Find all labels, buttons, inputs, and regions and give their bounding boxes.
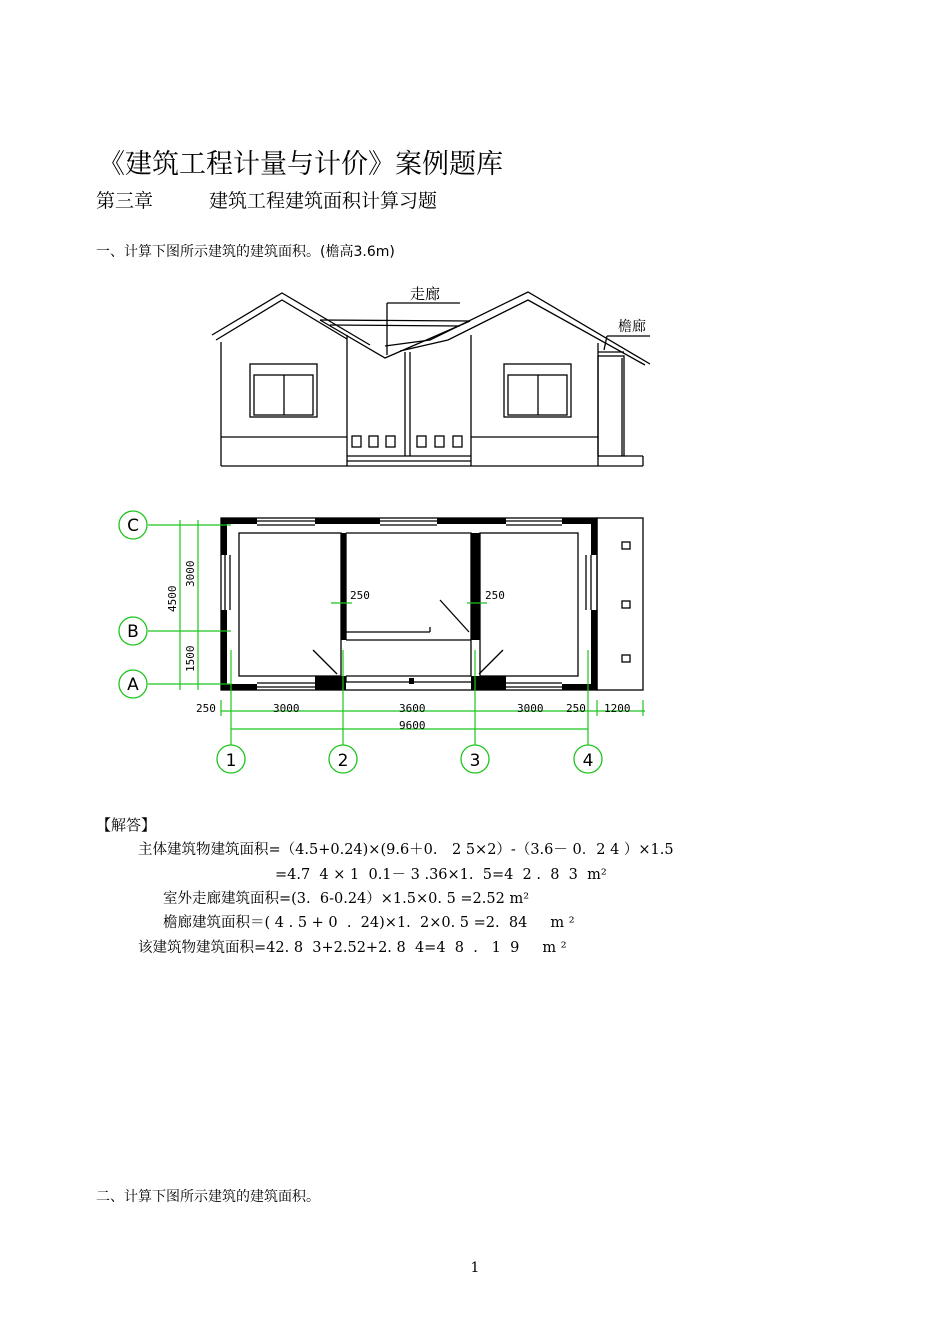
page-title: 《建筑工程计量与计价》案例题库 — [98, 149, 503, 180]
eaves-corridor-label: 檐廊 — [618, 319, 646, 335]
calc-line-4: 檐廊建筑面积＝( 4 . 5 + 0 . 24)×1. 2×0. 5 =2. 84 m ² — [163, 915, 575, 931]
corridor-label: 走廊 — [410, 285, 441, 303]
answer-header: 【解答】 — [96, 816, 157, 834]
calc-line-2: =4.7 4 × 1 0.1－ 3 .36×1. 5=4 2 . 8 3 m² — [275, 867, 607, 883]
question-1: 一、计算下图所示建筑的建筑面积。(檐高3.6m) — [96, 244, 395, 260]
axis-label-a: A — [127, 675, 139, 695]
axis-label-c: C — [127, 516, 139, 536]
axis-label-b: B — [127, 622, 139, 642]
axis-label-1: 1 — [225, 751, 237, 771]
dim-9600: 9600 — [399, 719, 426, 732]
dim-1200: 1200 — [604, 702, 631, 715]
question-2: 二、计算下图所示建筑的建筑面积。 — [96, 1189, 320, 1205]
page-number: 1 — [470, 1260, 480, 1276]
dim-250-left: 250 — [196, 702, 216, 715]
wall-mark-250-right: 250 — [485, 589, 505, 602]
calc-line-3: 室外走廊建筑面积=(3. 6-0.24）×1.5×0. 5 =2.52 m² — [163, 891, 530, 907]
chapter-number: 第三章 — [96, 190, 154, 212]
dim-3600: 3600 — [399, 702, 426, 715]
calc-line-1: 主体建筑物建筑面积=（4.5+0.24)×(9.6＋0. 2 5×2）-（3.6－ 0．2 4 ）×1.5 — [138, 842, 674, 858]
calc-line-5: 该建筑物建筑面积=42. 8 3+2.52+2. 8 4=4 8 . 1 9 m ² — [138, 940, 567, 956]
wall-mark-250-left: 250 — [350, 589, 370, 602]
dim-4500: 4500 — [166, 585, 179, 612]
axis-label-3: 3 — [469, 751, 481, 771]
chapter-title: 建筑工程建筑面积计算习题 — [209, 190, 438, 212]
dim-3000-vertical: 3000 — [184, 560, 197, 587]
dim-3000-left: 3000 — [273, 702, 300, 715]
axis-label-2: 2 — [337, 751, 349, 771]
axis-label-4: 4 — [582, 751, 594, 771]
dim-1500: 1500 — [184, 645, 197, 672]
dim-250-right: 250 — [566, 702, 586, 715]
dim-3000-right: 3000 — [517, 702, 544, 715]
